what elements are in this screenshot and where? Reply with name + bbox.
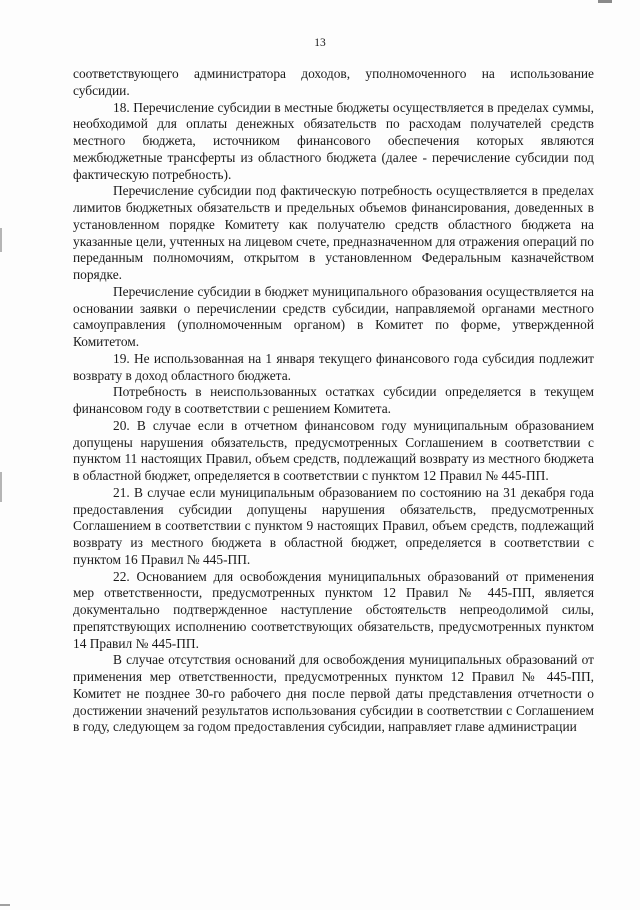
paragraph-item-20: 20. В случае если в отчетном финансовом году муниципальным образованием допущены нарушения обязательств, предусмотренных Соглашением в соответствии с пунктом 11 настоящих Правил, объем средств, подлежащий возврату из местного бюджета в областной бюджет, определяется в соответствии с пунктом 12 Правил № 445-ПП. [73, 417, 594, 483]
scan-artifact [0, 472, 2, 502]
document-body [73, 66, 594, 736]
page-number: 13 [314, 37, 326, 49]
paragraph-item-22: 22. Основанием для освобождения муниципальных образований от применения мер ответственности, предусмотренных пунктом 12 Правил № 445-ПП, является документально подтвержденное наступление обстоятельств непреодолимой силы, препятствующих исполнению соответствующих обязательств, предусмотренных пунктом 14 Правил № 445-ПП. [73, 568, 594, 651]
paragraph-item-18: 18. Перечисление субсидии в местные бюджеты осуществляется в пределах суммы, необходимой для оплаты денежных обязательств по расходам получателей средств местного бюджета, источником финансового обеспечения которых являются межбюджетные трансферты из областного бюджета (далее - перечисление субсидии под фактическую потребность). [73, 99, 594, 182]
paragraph-item-19: 19. Не использованная на 1 января текущего финансового года субсидия подлежит возврату в доход областного бюджета. [73, 350, 594, 383]
paragraph: В случае отсутствия оснований для освобождения муниципальных образований от применения мер ответственности, предусмотренных пунктом 12 Правил № 445-ПП, Комитет не позднее 30-го рабочего дня после первой даты представления отчетности о достижении значений результатов использования субсидии в соответствии с Соглашением в году, следующем за годом предоставления субсидии, направляет главе администрации [73, 652, 594, 735]
paragraph-continuation: соответствующего администратора доходов, уполномоченного на использование субсидии. [73, 66, 594, 98]
scan-artifact [0, 228, 2, 252]
scan-artifact [598, 0, 612, 3]
paragraph: Перечисление субсидии в бюджет муниципального образования осуществляется на основании заявки о перечислении средств субсидии, направляемой органами местного самоуправления (уполномоченным органом) в Комитет по форме, утвержденной Комитетом. [73, 283, 594, 349]
paragraph: Перечисление субсидии под фактическую потребность осуществляется в пределах лимитов бюджетных обязательств и предельных объемов финансирования, доведенных в установленном порядке Комитету как получателю средств областного бюджета на указанные цели, учтенных на лицевом счете, предназначенном для отражения операций по переданным полномочиям, открытом в установленном Федеральным казначейством порядке. [73, 183, 594, 282]
paragraph-item-21: 21. В случае если муниципальным образованием по состоянию на 31 декабря года предоставления субсидии допущены нарушения обязательств, предусмотренных Соглашением в соответствии с пунктом 9 настоящих Правил, объем средств, подлежащий возврату из местного бюджета в областной бюджет, определяется в соответствии с пунктом 16 Правил № 445-ПП. [73, 484, 594, 567]
scan-artifact [0, 904, 10, 906]
paragraph: Потребность в неиспользованных остатках субсидии определяется в текущем финансовом году в соответствии с решением Комитета. [73, 384, 594, 416]
